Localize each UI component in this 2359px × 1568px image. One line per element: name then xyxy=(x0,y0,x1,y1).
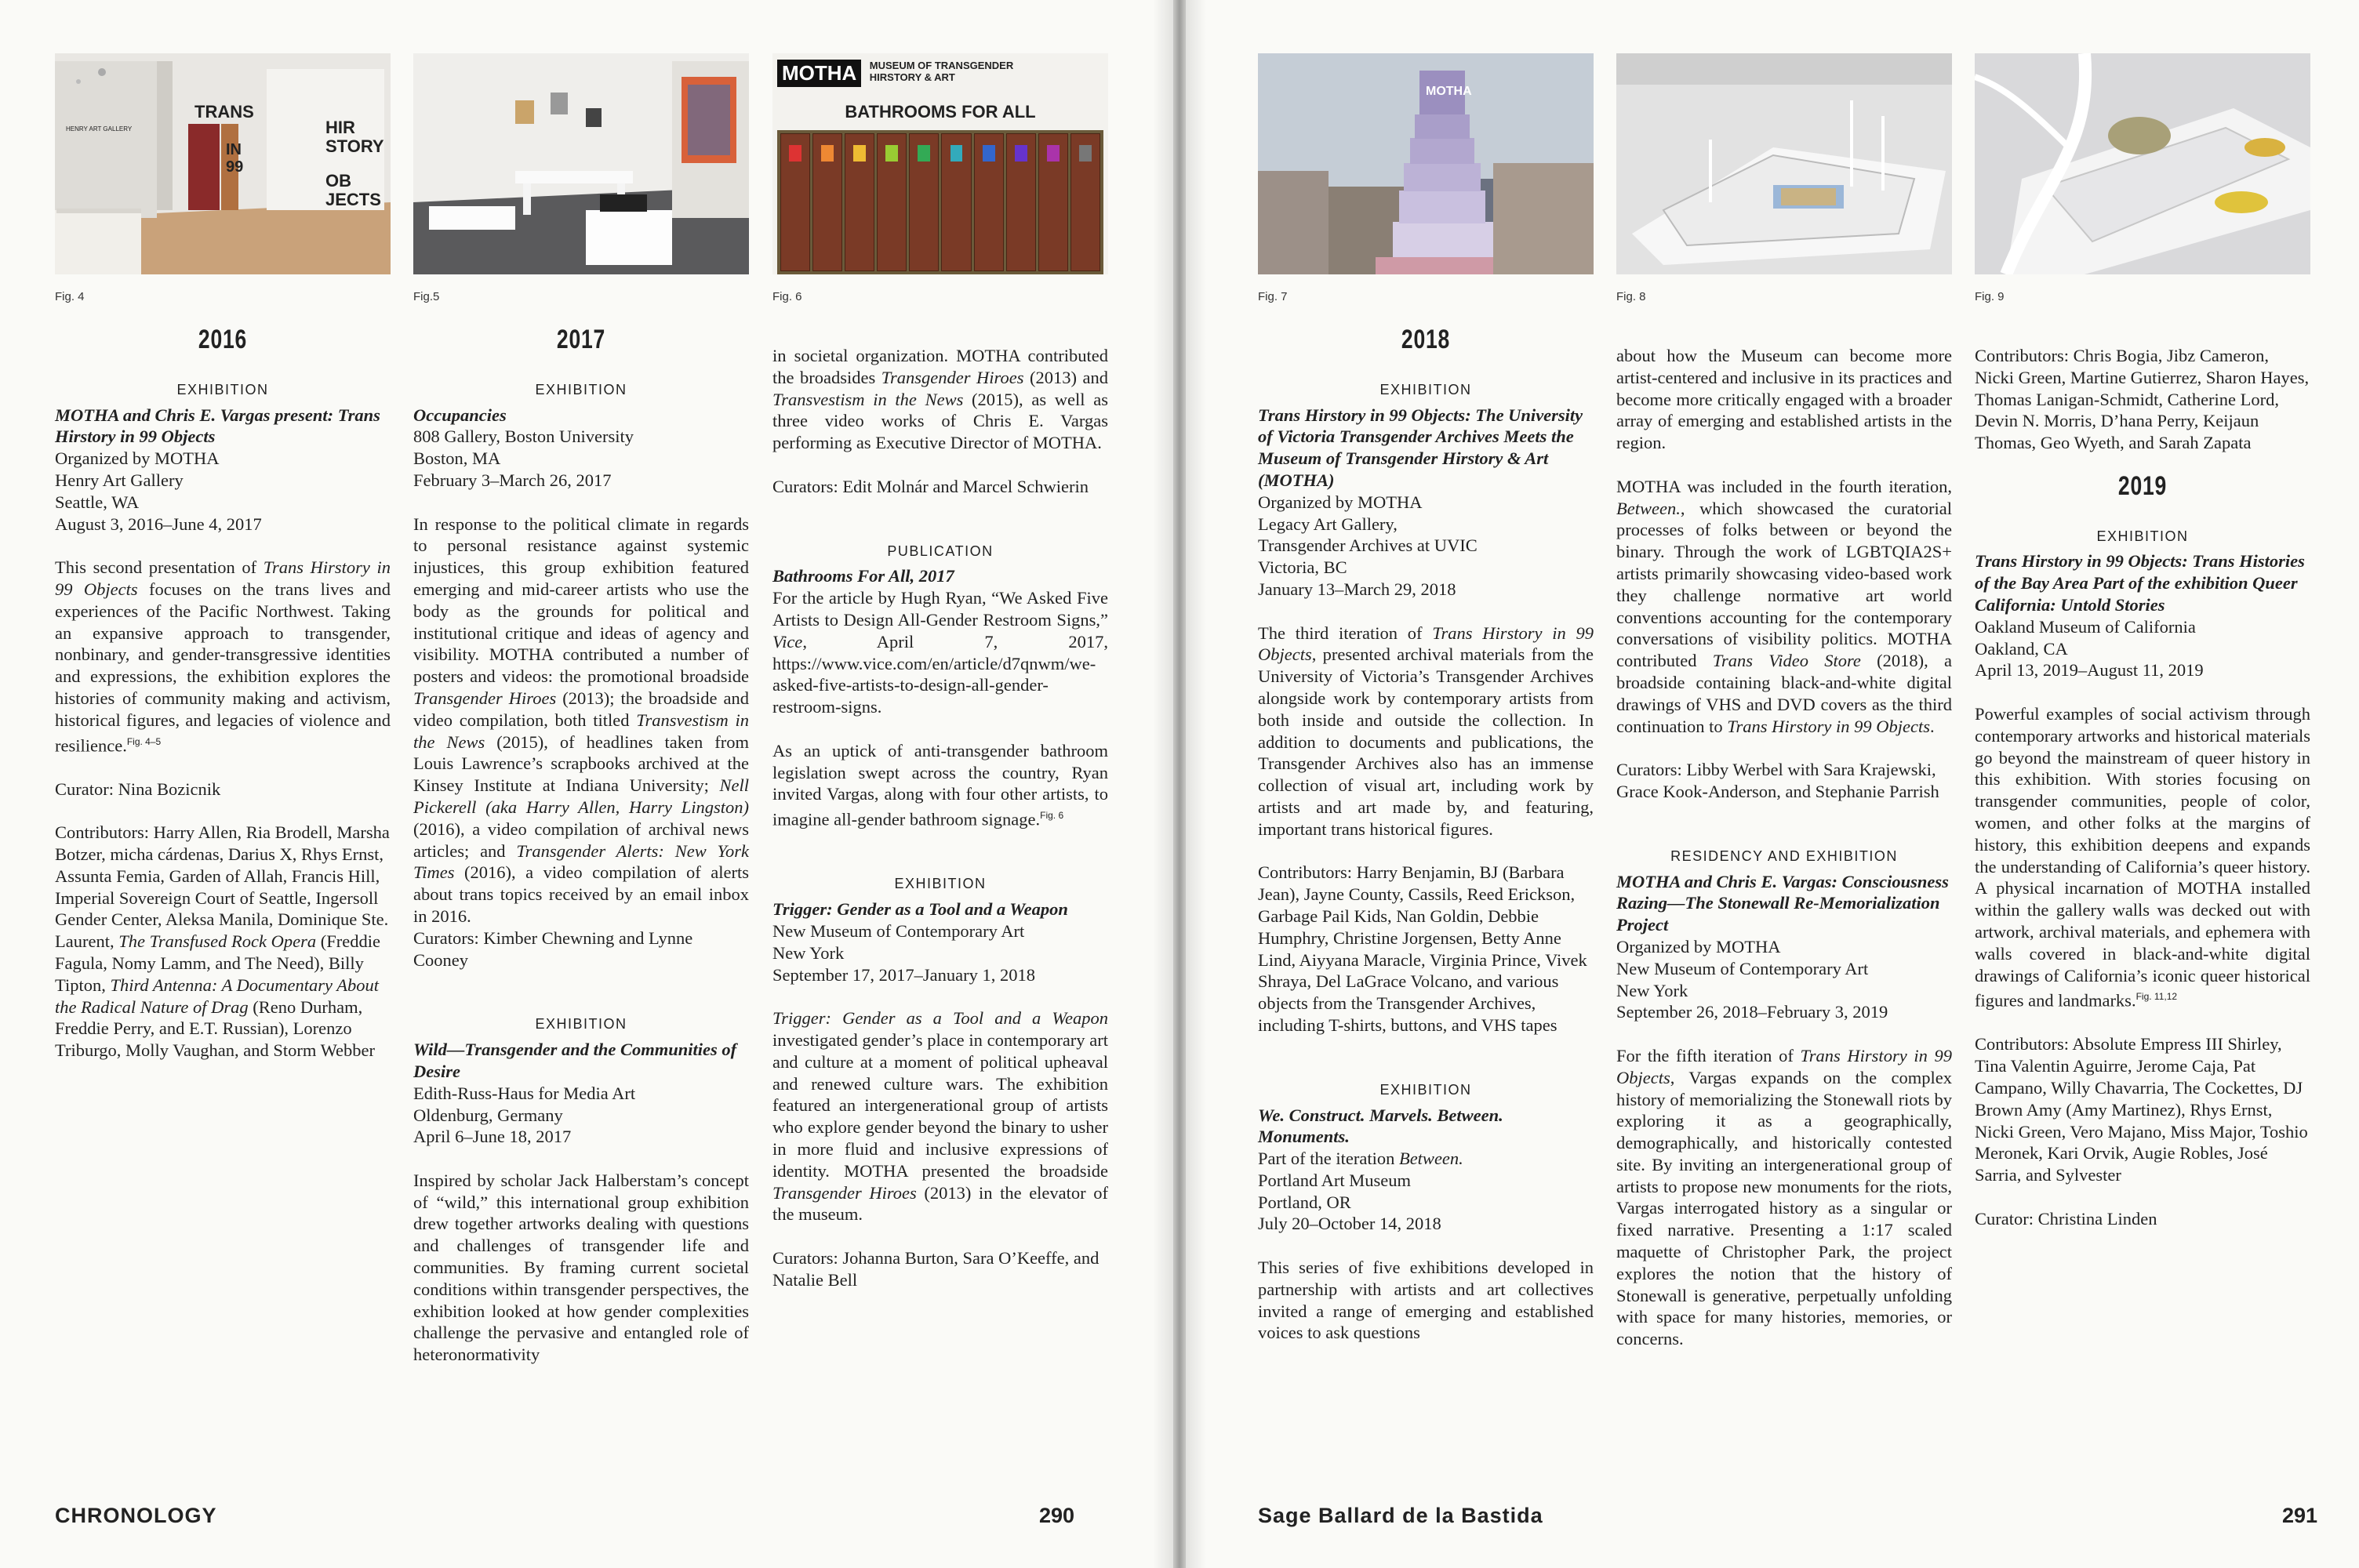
curators-line: Curators: Edit Molnár and Marcel Schwierin xyxy=(772,476,1089,496)
body-text: (2016), a video compilation of archival news articles; and xyxy=(413,818,749,861)
text-column-2018-continued xyxy=(1616,345,1952,1372)
body-italic: Trans Video Store xyxy=(1712,651,1861,671)
body-text: (Freddie Fagula, Nomy Lamm, and The Need), Billy Tipton, xyxy=(55,931,380,995)
body-italic: Transgender Hiroes xyxy=(413,688,557,708)
gallery-sign: HENRY ART GALLERY xyxy=(66,125,133,132)
motha-logo: MOTHA xyxy=(777,60,861,87)
section-label: EXHIBITION xyxy=(535,1016,627,1033)
detail-line: Seattle, WA xyxy=(55,492,140,512)
figure-caption: Fig. 8 xyxy=(1616,290,1646,303)
body-text: , April 7, 2017, https://www.vice.com/en/article/d7qnwm/we-asked-five-artists-to-design-all-gender-restroom-signs. xyxy=(772,631,1108,717)
body-text: This second presentation of xyxy=(55,557,264,578)
door-sign-icon xyxy=(983,145,995,162)
door-icon xyxy=(1038,133,1068,271)
figure-8-park-maquette xyxy=(1616,53,1952,274)
detail-line: Portland, OR xyxy=(1258,1192,1351,1212)
detail-line: Transgender Archives at UVIC xyxy=(1258,535,1478,556)
wall-text-hir: HIR xyxy=(325,118,355,137)
door-sign-icon xyxy=(1079,145,1092,162)
entry-title: Trans Hirstory in 99 Objects: Trans Histories of the Bay Area Part of the exhibition Queer California: Untold Stories xyxy=(1975,551,2305,615)
entry-body xyxy=(1616,476,1952,738)
figure-caption: Fig. 6 xyxy=(772,290,802,303)
body-text: The third iteration of xyxy=(1258,622,1433,643)
section-label: EXHIBITION xyxy=(1379,1081,1472,1098)
body-text: (2016), a video compilation of alerts about trans topics received by an email inbox in 2016. xyxy=(413,862,749,926)
door-icon xyxy=(812,133,842,271)
entry-title: We. Construct. Marvels. Between. Monuments. xyxy=(1258,1105,1503,1147)
entry-title: Occupancies xyxy=(413,405,507,425)
text-column-2016 xyxy=(55,325,391,1083)
entry-details xyxy=(413,1083,749,1148)
figure-caption: Fig. 7 xyxy=(1258,290,1288,303)
contributors: Contributors: Chris Bogia, Jibz Cameron, Nicki Green, Martine Gutierrez, Sharon Hayes, Thomas Lanigan-Schmidt, Catherine Lord, Devin N. Morris, D’hana Perry, Keijaun Thomas, Geo Wyeth, and Sarah Zapata xyxy=(1975,346,2310,453)
body-text: investigated gender’s place in contemporary art and culture at a moment of political upheaval and renewed culture wars. The exhibition featured an intergenerational group of artists who explore gender beyond the binary to usher in more fluid and inclusive expressions of identity. MOTHA presented the broadside xyxy=(772,1030,1108,1181)
figure-caption: Fig. 9 xyxy=(1975,290,2005,303)
door-icon xyxy=(1006,133,1036,271)
section-label: EXHIBITION xyxy=(176,381,269,397)
text-column-2019 xyxy=(1975,345,2310,1251)
body-italic: Vice xyxy=(772,631,803,652)
detail-line: Edith-Russ-Haus for Media Art xyxy=(413,1083,636,1103)
body-text: MOTHA was included in the fourth iteration, xyxy=(1616,476,1952,496)
contributors xyxy=(55,822,391,1062)
door-sign-icon xyxy=(821,145,834,162)
body-text: (2013); the broadside and video compilation, both titled xyxy=(413,688,749,730)
year-heading: 2016 xyxy=(198,325,248,354)
figure-7-museum-building xyxy=(1258,53,1594,274)
entry-details xyxy=(413,426,749,491)
motha-logo-text: MUSEUM OF TRANSGENDER HIRSTORY & ART xyxy=(869,60,1014,83)
figure-reference: Fig. 6 xyxy=(1040,810,1064,822)
body-text: , which showcased the curatorial processes of folks between or beyond the binary. Through the work of LGBTQIA2S+ artists primarily showcasing video-based work they challenge normative art world conventions accounting for the contemporary conversations of visibility politics. MOTHA contributed xyxy=(1616,498,1952,671)
detail-line: January 13–March 29, 2018 xyxy=(1258,579,1456,599)
body-italic: Trans Hirstory in 99 Objects xyxy=(1727,716,1931,736)
body-italic: Transgender Alerts: New York Times xyxy=(413,840,749,883)
page-number: 291 xyxy=(2282,1504,2318,1527)
body-text: in societal organization. MOTHA contributed the broadsides xyxy=(772,346,1108,387)
entry-body xyxy=(1258,622,1594,840)
door-sign-icon xyxy=(1047,145,1060,162)
detail-line: New York xyxy=(1616,980,1688,1000)
wall-text-story: STORY xyxy=(325,136,384,156)
detail-line: July 20–October 14, 2018 xyxy=(1258,1214,1441,1234)
detail-line: Victoria, BC xyxy=(1258,557,1347,578)
body-text: , Vargas expands on the complex history of memorializing the Stonewall riots by exploring it as a geographically, demographically, and historically contested site. By inviting an intergenerational group of artists to propose new monuments for the riots, Vargas interrogated history as a singular or fixed narrative. Presenting a 1:17 scaled maquette of Christopher Park, the project explores the notion that the history of Stonewall is generative, perpetually unfolding with space for many histories, memories, or concerns. xyxy=(1616,1067,1952,1349)
body-text: (Reno Durham, Freddie Perry, and E.T. Russian), Lorenzo Triburgo, Molly Vaughan, and Storm Webber xyxy=(55,996,375,1061)
door-sign-icon xyxy=(951,145,963,162)
body-text: (2015), as well as three video works of Chris E. Vargas performing as Executive Director of MOTHA. xyxy=(772,389,1108,453)
body-italic: Transgender Hiroes xyxy=(881,367,1024,387)
figure-4-gallery-photo xyxy=(55,53,391,274)
detail-line: April 6–June 18, 2017 xyxy=(413,1127,572,1147)
entry-details xyxy=(1258,492,1594,601)
detail-line: Oakland Museum of California xyxy=(1975,616,2196,637)
curator-line: Curator: Christina Linden xyxy=(1975,1208,2157,1229)
section-label: EXHIBITION xyxy=(2096,528,2189,544)
wall-text-jects: JECTS xyxy=(325,190,381,209)
wall-text-ob: OB xyxy=(325,171,351,191)
body-text: (2015), of headlines taken from Louis Lawrence’s scrapbooks archived at the Kinsey Institute at Indiana University; xyxy=(413,731,749,796)
wall-text-trans: TRANS xyxy=(194,102,254,122)
detail-line: February 3–March 26, 2017 xyxy=(413,470,612,490)
detail-line: September 17, 2017–January 1, 2018 xyxy=(772,964,1035,985)
entry-title: Trans Hirstory in 99 Objects: The University of Victoria Transgender Archives Meets the Museum of Transgender Hirstory & Art (MOTHA) xyxy=(1258,405,1583,490)
text-column-2018 xyxy=(1258,325,1594,1366)
page-number: 290 xyxy=(1039,1504,1075,1527)
entry-details xyxy=(55,448,391,535)
detail-line: Organized by MOTHA xyxy=(1616,936,1781,956)
body-text: , presented archival materials from the University of Victoria’s Transgender Archives alongside work by contemporary artists from both inside and outside the collection. In addition to documents and publications, the Transgender Archives also has an immense collection of visual art, including work by artists and art made by, and featuring, important trans historical figures. xyxy=(1258,644,1594,839)
motha-logo-block xyxy=(777,60,1066,87)
detail-line: New York xyxy=(772,942,845,963)
entry-title: Trigger: Gender as a Tool and a Weapon xyxy=(772,899,1068,920)
body-italic: Transvestism in the News xyxy=(772,389,964,409)
entry-body xyxy=(772,345,1108,454)
section-label: RESIDENCY AND EXHIBITION xyxy=(1670,848,1898,864)
text-column-2017-continued xyxy=(772,345,1108,1312)
door-icon xyxy=(845,133,874,271)
body-text: Powerful examples of social activism through contemporary artworks and historical materials go beyond the mainstream of queer history in this exhibition. With stories focusing on transgender communities, people of color, women, and other folks at the margins of history, this exhibition deepens and expands the understanding of California’s queer history. A physical incarnation of MOTHA installed within the gallery walls was decked out with artwork, archival materials, and ephemera with walls covered in black-and-white digital drawings of California’s iconic queer historical figures and landmarks. xyxy=(1975,703,2310,1011)
body-text: (2013) and xyxy=(1023,367,1108,387)
wall-text-99: 99 xyxy=(226,158,244,176)
figure-9-maquette-detail xyxy=(1975,53,2310,274)
figure-caption: Fig.5 xyxy=(413,290,440,303)
entry-title: Wild—Transgender and the Communities of Desire xyxy=(413,1040,737,1081)
body-text: (2013) in the elevator of the museum. xyxy=(772,1182,1109,1225)
detail-line: Organized by MOTHA xyxy=(55,448,220,469)
figure-caption: Fig. 4 xyxy=(55,290,85,303)
figure-reference: Fig. 4–5 xyxy=(126,735,162,747)
entry-body: This series of five exhibitions developed in partnership with artists and art collectives invited a range of emerging and established voices to ask questions xyxy=(1258,1258,1594,1343)
entry-body: about how the Museum can become more artist-centered and inclusive in its practices and become more critically engaged with a broader array of emerging and established artists in the region. xyxy=(1616,346,1952,453)
detail-line: Portland Art Museum xyxy=(1258,1170,1411,1190)
detail-line xyxy=(1258,1148,1594,1170)
detail-line: 808 Gallery, Boston University xyxy=(413,426,634,447)
curators-line: Curators: Libby Werbel with Sara Krajewski, Grace Kook-Anderson, and Stephanie Parrish xyxy=(1616,760,1939,801)
door-icon xyxy=(974,133,1004,271)
body-italic: Trans Hirstory in 99 Objects xyxy=(55,557,391,599)
entry-details xyxy=(772,920,1108,985)
entry-title: MOTHA and Chris E. Vargas present: Trans Hirstory in 99 Objects xyxy=(55,405,380,447)
entry-body xyxy=(55,557,391,757)
entry-details xyxy=(1616,936,1952,1023)
body-text: focuses on the trans lives and experiences of the Pacific Northwest. Taking an expansive approach to transgender, nonbinary, and gender-transgressive identities and expressions, the exhibition explores the histories of community making and activism, historical figures, and legacies of violence and resilience. xyxy=(55,579,391,756)
maquette-illustration xyxy=(1616,53,1952,274)
door-icon xyxy=(941,133,971,271)
entry-body xyxy=(1616,1045,1952,1350)
body-italic: Transvestism in the News xyxy=(413,710,749,752)
detail-line: August 3, 2016–June 4, 2017 xyxy=(55,514,262,534)
body-italic: Trigger: Gender as a Tool and a Weapon xyxy=(772,1008,1108,1029)
detail-line: New Museum of Contemporary Art xyxy=(772,921,1025,942)
entry-body xyxy=(413,514,749,927)
right-page xyxy=(1186,0,2359,1568)
body-text: Contributors: Harry Allen, Ria Brodell, Marsha Botzer, micha cárdenas, Darius X, Rhys Ernst, Assunta Femia, Garden of Allah, Francis Hill, Imperial Sovereign Court of Seattle, Ingersoll Gender Center, Aleksa Manila, Dominique Ste. Laurent, xyxy=(55,822,390,952)
detail-text: Part of the iteration xyxy=(1258,1149,1399,1169)
door-sign-icon xyxy=(1015,145,1027,162)
detail-line: September 26, 2018–February 3, 2019 xyxy=(1616,1002,1888,1022)
curators-line: Curators: Kimber Chewning and Lynne Cooney xyxy=(413,927,693,970)
detail-line: April 13, 2019–August 11, 2019 xyxy=(1975,660,2204,681)
curator-line: Curator: Nina Bozicnik xyxy=(55,779,221,799)
year-heading: 2019 xyxy=(2117,470,2168,501)
entry-details xyxy=(1258,1148,1594,1235)
year-heading: 2017 xyxy=(556,325,606,354)
body-italic: Nell Pickerell (aka Harry Allen, Harry Lingston) xyxy=(413,775,749,817)
door-sign-icon xyxy=(853,145,866,162)
building-sign: MOTHA xyxy=(1426,85,1472,98)
body-italic: Transgender Hiroes xyxy=(772,1182,917,1203)
bathroom-doors-illustration xyxy=(777,130,1103,274)
detail-italic: Between. xyxy=(1398,1149,1463,1169)
body-text: . xyxy=(1930,716,1935,736)
text-column-2017 xyxy=(413,325,749,1388)
figure-reference: Fig. 11,12 xyxy=(2135,991,2178,1003)
entry-title: Bathrooms For All, 2017 xyxy=(772,566,954,586)
body-italic: Trans Hirstory in 99 Objects xyxy=(1258,622,1594,665)
maquette-detail-illustration xyxy=(1975,53,2310,274)
body-italic: Third Antenna: A Documentary About the Radical Nature of Drag xyxy=(55,975,379,1017)
detail-line: Boston, MA xyxy=(413,448,501,469)
section-label: EXHIBITION xyxy=(894,876,987,892)
body-italic: The Transfused Rock Opera xyxy=(118,931,317,952)
door-icon xyxy=(780,133,810,271)
entry-details xyxy=(1975,616,2310,681)
section-label: PUBLICATION xyxy=(887,543,994,559)
entry-title: MOTHA and Chris E. Vargas: Consciousness Razing—The Stonewall Re-Memorialization Project xyxy=(1616,871,1949,935)
door-sign-icon xyxy=(789,145,801,162)
entry-body: Inspired by scholar Jack Halberstam’s concept of “wild,” this international group exhibition drew together artworks dealing with questions and challenges of transgender life and communities. By framing current societal conditions within transgender perspectives, the exhibition looked at how gender complexities challenge the pervasive and entangled role of heteronormativity xyxy=(413,1170,749,1365)
running-footer-author: Sage Ballard de la Bastida xyxy=(1258,1504,1543,1527)
body-text: For the article by Hugh Ryan, “We Asked Five Artists to Design All-Gender Restroom Signs,” xyxy=(772,588,1108,630)
detail-line: New Museum of Contemporary Art xyxy=(1616,958,1869,978)
body-text: (2018), a broadside containing black-and-white digital drawings of VHS and DVD covers as the third continuation to xyxy=(1616,651,1952,736)
poster-title: BATHROOMS FOR ALL xyxy=(845,102,1036,122)
wall-text-in: IN xyxy=(226,141,242,158)
detail-line: Legacy Art Gallery, xyxy=(1258,514,1398,534)
body-italic: Between. xyxy=(1616,498,1681,518)
detail-line: Organized by MOTHA xyxy=(1258,492,1423,512)
year-heading: 2018 xyxy=(1401,325,1451,354)
contributors: Contributors: Absolute Empress III Shirley, Tina Valentin Aguirre, Jerome Caja, Pat Campano, Willy Chavarria, The Cockettes, DJ Brown Amy (Amy Martinez), Rhys Ernst, Nicki Green, Vero Majano, Miss Major, Toshio Meronek, Kari Orvik, Augie Robles, José Sarria, and Sylvester xyxy=(1975,1034,2308,1185)
detail-line: Oakland, CA xyxy=(1975,638,2068,659)
body-text: As an uptick of anti-transgender bathroom legislation swept across the country, Ryan invited Vargas, along with four other artists, to imagine all-gender bathroom signage. xyxy=(772,740,1108,829)
left-page xyxy=(0,0,1173,1568)
door-sign-icon xyxy=(885,145,898,162)
running-footer: CHRONOLOGY xyxy=(55,1504,217,1527)
detail-line: Henry Art Gallery xyxy=(55,470,184,490)
body-text: For the fifth iteration of xyxy=(1616,1045,1801,1065)
door-sign-icon xyxy=(918,145,930,162)
door-icon xyxy=(1070,133,1100,271)
contributors: Contributors: Harry Benjamin, BJ (Barbara Jean), Jayne County, Cassils, Reed Erickson, Garbage Pail Kids, Nan Goldin, Debbie Humphry, Christine Jorgensen, Betty Anne Lind, Aiyyana Maracle, Virginia Prince, Vivek Shraya, Del LaGrace Volcano, and various objects from the Transgender Archives, including T-shirts, buttons, and VHS tapes xyxy=(1258,862,1587,1035)
body-italic: Trans Hirstory in 99 Objects xyxy=(1616,1045,1952,1087)
door-icon xyxy=(909,133,939,271)
door-icon xyxy=(877,133,907,271)
figure-5-gallery-photo xyxy=(413,53,749,274)
section-label: EXHIBITION xyxy=(1379,381,1472,397)
body-text: In response to the political climate in regards to personal resistance against systemic injustices, this group exhibition featured emerging and mid-career artists who use the body as the grounds for political and institutional critique and ideas of agency and visibility. MOTHA contributed a number of posters and videos: the promotional broadside xyxy=(413,514,749,687)
detail-line: Oldenburg, Germany xyxy=(413,1105,563,1125)
section-label: EXHIBITION xyxy=(535,381,627,397)
figure-6-bathrooms-poster xyxy=(772,53,1108,274)
entry-body xyxy=(1975,703,2310,1012)
curators-line: Curators: Johanna Burton, Sara O’Keeffe, and Natalie Bell xyxy=(772,1247,1100,1290)
entry-body xyxy=(772,740,1108,831)
gallery-interior-illustration xyxy=(413,53,749,274)
gallery-entrance-illustration xyxy=(55,53,391,274)
publication-details xyxy=(772,587,1108,718)
entry-body xyxy=(772,1007,1108,1225)
